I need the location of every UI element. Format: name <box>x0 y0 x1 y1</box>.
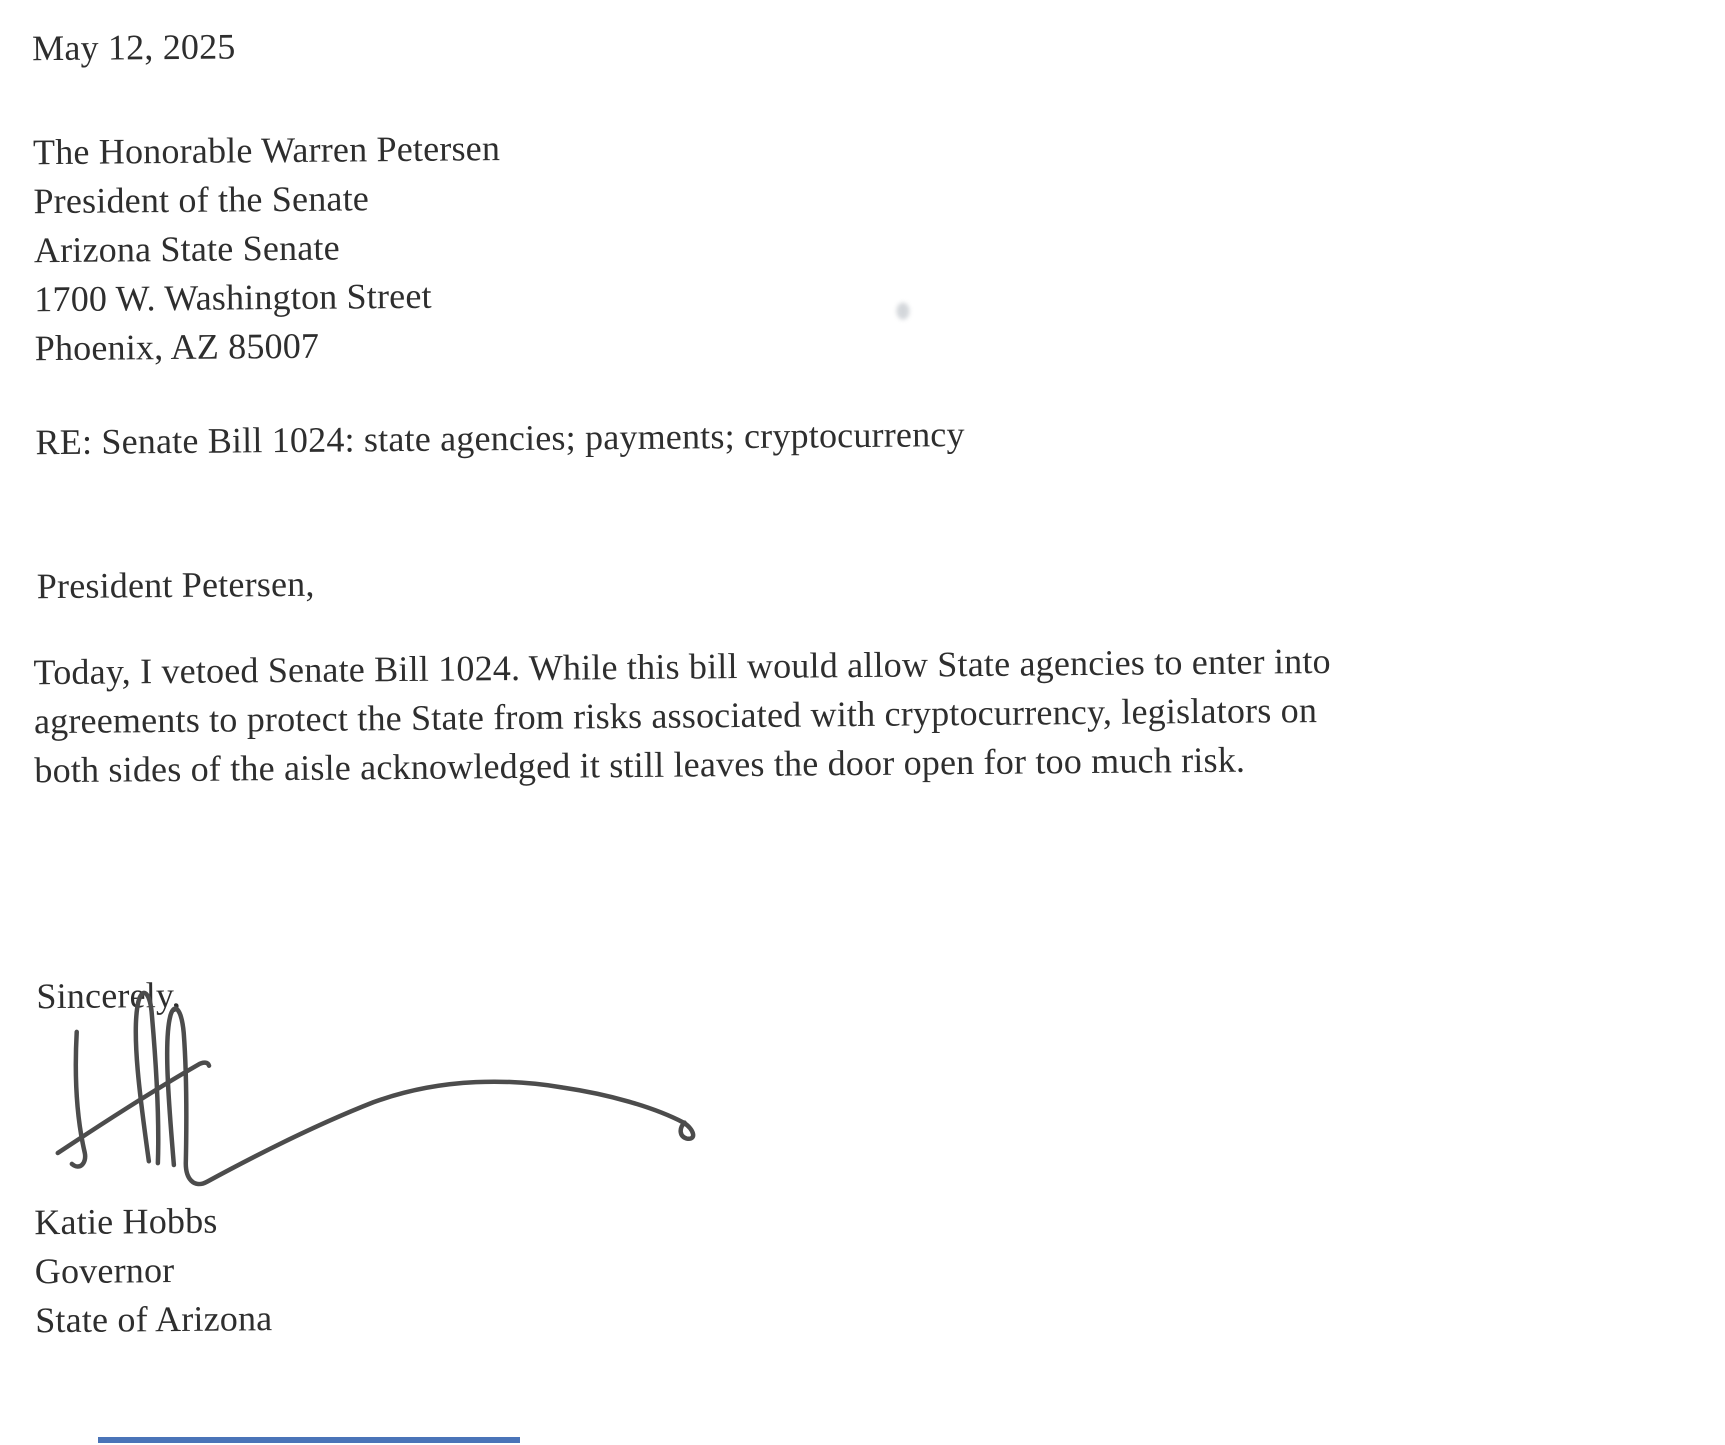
recipient-org: Arizona State Senate <box>33 227 340 271</box>
signer-block <box>34 1196 272 1345</box>
body-line: both sides of the aisle acknowledged it still leaves the door open for too much risk. <box>34 739 1246 791</box>
signer-org: State of Arizona <box>35 1298 273 1341</box>
subject-line: RE: Senate Bill 1024: state agencies; payments; cryptocurrency <box>35 414 965 463</box>
body-line: Today, I vetoed Senate Bill 1024. While this bill would allow State agencies to enter into <box>33 640 1331 693</box>
signature-ink <box>32 944 724 1190</box>
signer-name: Katie Hobbs <box>34 1200 218 1243</box>
signature-loop-1 <box>135 993 158 1163</box>
recipient-name: The Honorable Warren Petersen <box>32 128 501 173</box>
footer-accent-line <box>98 1437 520 1443</box>
body-line: agreements to protect the State from risks associated with cryptocurrency, legislators on <box>33 690 1318 742</box>
signature-strokes <box>56 988 693 1185</box>
recipient-street: 1700 W. Washington Street <box>34 275 432 320</box>
scan-artifact <box>896 303 909 320</box>
closing: Sincerely, <box>36 974 182 1017</box>
body-paragraph <box>33 637 1331 795</box>
recipient-address-block <box>33 124 502 373</box>
recipient-city: Phoenix, AZ 85007 <box>34 325 320 369</box>
recipient-title: President of the Senate <box>33 178 370 222</box>
signer-title: Governor <box>34 1250 175 1292</box>
signature-left-stroke <box>71 1032 86 1167</box>
salutation: President Petersen, <box>36 563 315 607</box>
signature-loop-2-and-tail <box>167 1004 694 1184</box>
letter-date: May 12, 2025 <box>31 26 236 69</box>
